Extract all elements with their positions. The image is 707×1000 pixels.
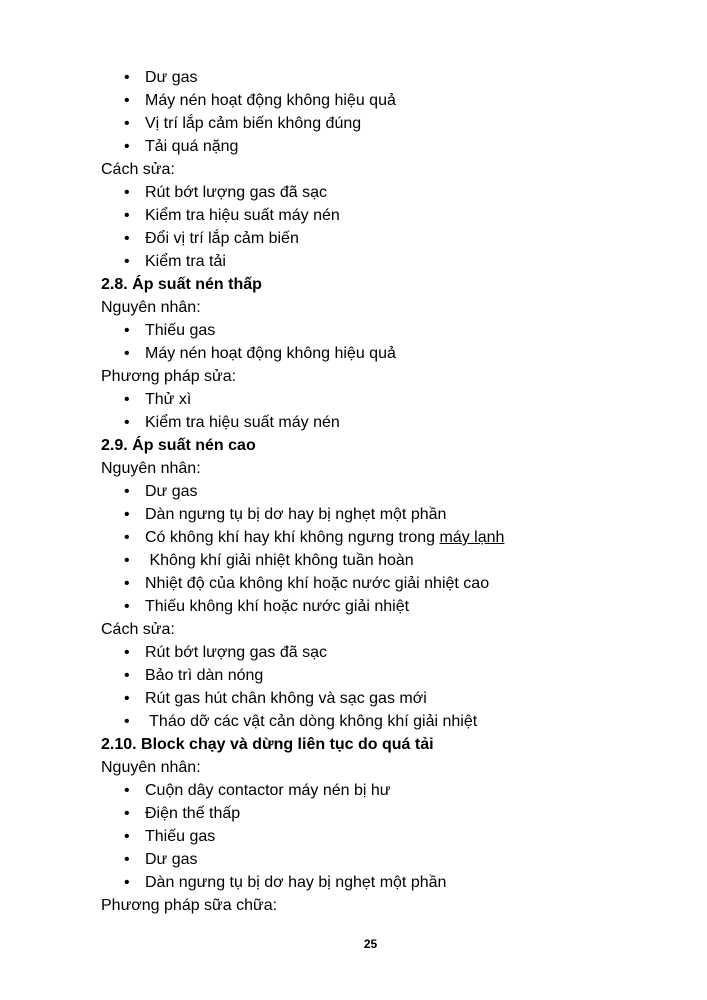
list-item [101,526,641,549]
paragraph: Nguyên nhân: [101,759,201,776]
list-item-text: Kiểm tra tải [145,253,226,270]
bullet-icon: • [124,414,130,431]
list-item [101,388,641,411]
bullet-icon: • [124,207,130,224]
list-item [101,204,641,227]
list-item [101,572,641,595]
paragraph: Cách sửa: [101,621,175,638]
bullet-icon: • [124,115,130,132]
list-item [101,687,641,710]
section-heading: 2.8. Áp suất nén thấp [101,276,262,293]
list-item-text: Dàn ngưng tụ bị dơ hay bị nghẹt một phần [145,506,447,523]
paragraph: Phương pháp sửa: [101,368,237,385]
bullet-icon: • [124,713,130,730]
list-item-text: Dàn ngưng tụ bị dơ hay bị nghẹt một phần [145,874,447,891]
list-item-text: Tháo dỡ các vật cản dòng không khí giải nhiệt [145,713,478,730]
list-item [101,641,641,664]
bullet-icon: • [124,483,130,500]
list-item-text: Không khí giải nhiệt không tuần hoàn [145,552,414,569]
list-item [101,779,641,802]
list-item [101,503,641,526]
page-footer [101,933,640,956]
paragraph: Nguyên nhân: [101,299,201,316]
list-item [101,66,641,89]
section-heading: 2.10. Block chạy và dừng liên tục do quá tải [101,736,434,753]
list-item [101,802,641,825]
bullet-icon: • [124,552,130,569]
list-item-text: Thiếu gas [145,322,216,339]
list-item [101,135,641,158]
bullet-icon: • [124,644,130,661]
page-number: 25 [363,937,378,951]
list-item-text: Rút bớt lượng gas đã sạc [145,644,328,661]
list-item-text: Máy nén hoạt động không hiệu quả [145,92,396,109]
list-item [101,825,641,848]
list-item-text: Vị trí lắp cảm biến không đúng [145,115,362,132]
list-item [101,595,641,618]
list-item [101,664,641,687]
list-item [101,480,641,503]
paragraph: Nguyên nhân: [101,460,201,477]
list-item-text: Thử xì [145,391,192,408]
bullet-icon: • [124,529,130,546]
list-item-text: Kiểm tra hiệu suất máy nén [145,414,340,431]
bullet-icon: • [124,92,130,109]
paragraph: Phương pháp sữa chữa: [101,897,278,914]
list-item [101,319,641,342]
bullet-icon: • [124,851,130,868]
bullet-icon: • [124,138,130,155]
list-item [101,848,641,871]
list-item-text: máy lạnh [439,529,505,546]
bullet-icon: • [124,667,130,684]
list-item [101,227,641,250]
list-item-text: Cuộn dây contactor máy nén bị hư [145,782,391,799]
list-item [101,411,641,434]
list-item-text: Đổi vị trí lắp cảm biến [145,230,299,247]
bullet-icon: • [124,874,130,891]
bullet-icon: • [124,184,130,201]
list-item [101,710,641,733]
list-item-text: Rút gas hút chân không và sạc gas mới [145,690,427,707]
list-item [101,250,641,273]
list-item [101,342,641,365]
list-item [101,112,641,135]
list-item [101,871,641,894]
bullet-icon: • [124,782,130,799]
document-content [101,66,641,917]
list-item-text: Thiếu không khí hoặc nước giải nhiệt [145,598,410,615]
bullet-icon: • [124,253,130,270]
bullet-icon: • [124,230,130,247]
bullet-icon: • [124,391,130,408]
list-item-text: Kiểm tra hiệu suất máy nén [145,207,340,224]
list-item-text: Rút bớt lượng gas đã sạc [145,184,328,201]
list-item-text: Dư gas [145,69,198,86]
bullet-icon: • [124,690,130,707]
list-item-text: Nhiệt độ của không khí hoặc nước giải nhiệt cao [145,575,490,592]
paragraph: Cách sửa: [101,161,175,178]
list-item-text: Máy nén hoạt động không hiệu quả [145,345,396,362]
bullet-icon: • [124,598,130,615]
list-item-text: Dư gas [145,483,198,500]
list-item-text: Bảo trì dàn nóng [145,667,264,684]
bullet-icon: • [124,345,130,362]
bullet-icon: • [124,69,130,86]
list-item-text: Tải quá nặng [145,138,239,155]
bullet-icon: • [124,506,130,523]
list-item-text: Có không khí hay khí không ngưng trong [145,529,440,546]
bullet-icon: • [124,828,130,845]
list-item-text: Dư gas [145,851,198,868]
bullet-icon: • [124,575,130,592]
list-item-text: Thiếu gas [145,828,216,845]
list-item-text: Điện thế thấp [145,805,241,822]
bullet-icon: • [124,322,130,339]
list-item [101,89,641,112]
list-item [101,549,641,572]
list-item [101,181,641,204]
section-heading: 2.9. Áp suất nén cao [101,437,256,454]
bullet-icon: • [124,805,130,822]
